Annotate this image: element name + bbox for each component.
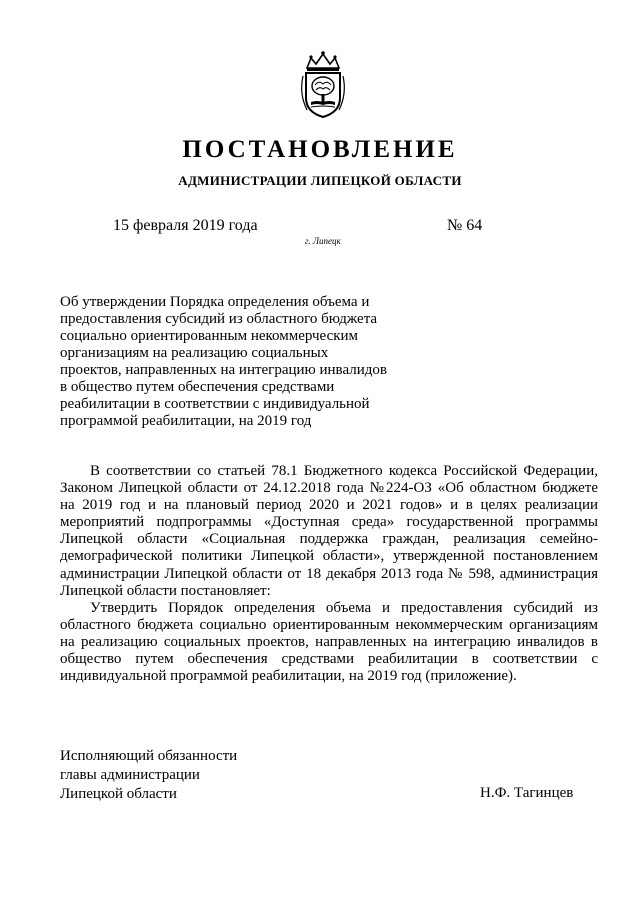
body-line: мероприятий подпрограммы «Доступная среда» государственной программы bbox=[60, 514, 598, 531]
body-line: В соответствии со статьей 78.1 Бюджетного кодекса Российской Федерации, bbox=[90, 463, 598, 479]
body-line: общество путем обеспечения средствами реабилитации в соответствии с bbox=[60, 651, 598, 668]
body-line: Законом Липецкой области от 24.12.2018 года №224-ОЗ «Об областном бюджете bbox=[60, 480, 598, 497]
body-line: Липецкой области «Социальная поддержка граждан, реализация семейно- bbox=[60, 531, 598, 548]
signature-position bbox=[60, 747, 237, 804]
subject-line: в общество путем обеспечения средствами bbox=[60, 379, 335, 395]
document-title: ПОСТАНОВЛЕНИЕ bbox=[182, 136, 458, 163]
subject-line: социально ориентированным некоммерческим bbox=[60, 328, 359, 344]
body-line: Утвердить Порядок определения объема и предоставления субсидий из bbox=[90, 599, 598, 616]
body-line: областного бюджета социально ориентированным некоммерческим организациям bbox=[60, 616, 598, 633]
subject-line: программой реабилитации, на 2019 год bbox=[60, 413, 312, 429]
body-line: на 2019 год и на плановый период 2020 и 2021 годов» и в целях реализации bbox=[60, 497, 598, 514]
issuing-authority: АДМИНИСТРАЦИИ ЛИПЕЦКОЙ ОБЛАСТИ bbox=[178, 173, 462, 188]
signature-position-line: Липецкой области bbox=[60, 786, 177, 802]
body-line: Липецкой области постановляет: bbox=[60, 582, 271, 599]
coat-of-arms-icon bbox=[297, 50, 349, 120]
document-city: г. Липецк bbox=[305, 236, 341, 246]
body-line: на реализацию социальных проектов, направленных на интеграцию инвалидов в bbox=[60, 633, 598, 650]
document-number: № 64 bbox=[447, 217, 483, 234]
document-body bbox=[60, 463, 598, 685]
signature-position-line: главы администрации bbox=[60, 767, 200, 783]
document-subject bbox=[60, 294, 400, 430]
body-line: демографической политики Липецкой области», утвержденной постановлением bbox=[60, 548, 598, 565]
body-line: индивидуальной программой реабилитации, на 2019 год (приложение). bbox=[60, 668, 517, 685]
body-line: администрации Липецкой области от 18 декабря 2013 года № 598, администрация bbox=[60, 565, 598, 582]
document-date: 15 февраля 2019 года bbox=[113, 217, 258, 234]
subject-line: предоставления субсидий из областного бюджета bbox=[60, 311, 378, 327]
subject-line: организациям на реализацию социальных bbox=[60, 345, 329, 361]
signer-name: Н.Ф. Тагинцев bbox=[480, 785, 574, 801]
subject-line: проектов, направленных на интеграцию инвалидов bbox=[60, 362, 387, 378]
subject-line: Об утверждении Порядка определения объема и bbox=[60, 294, 370, 310]
subject-line: реабилитации в соответствии с индивидуальной bbox=[60, 396, 370, 412]
signature-position-line: Исполняющий обязанности bbox=[60, 748, 238, 764]
